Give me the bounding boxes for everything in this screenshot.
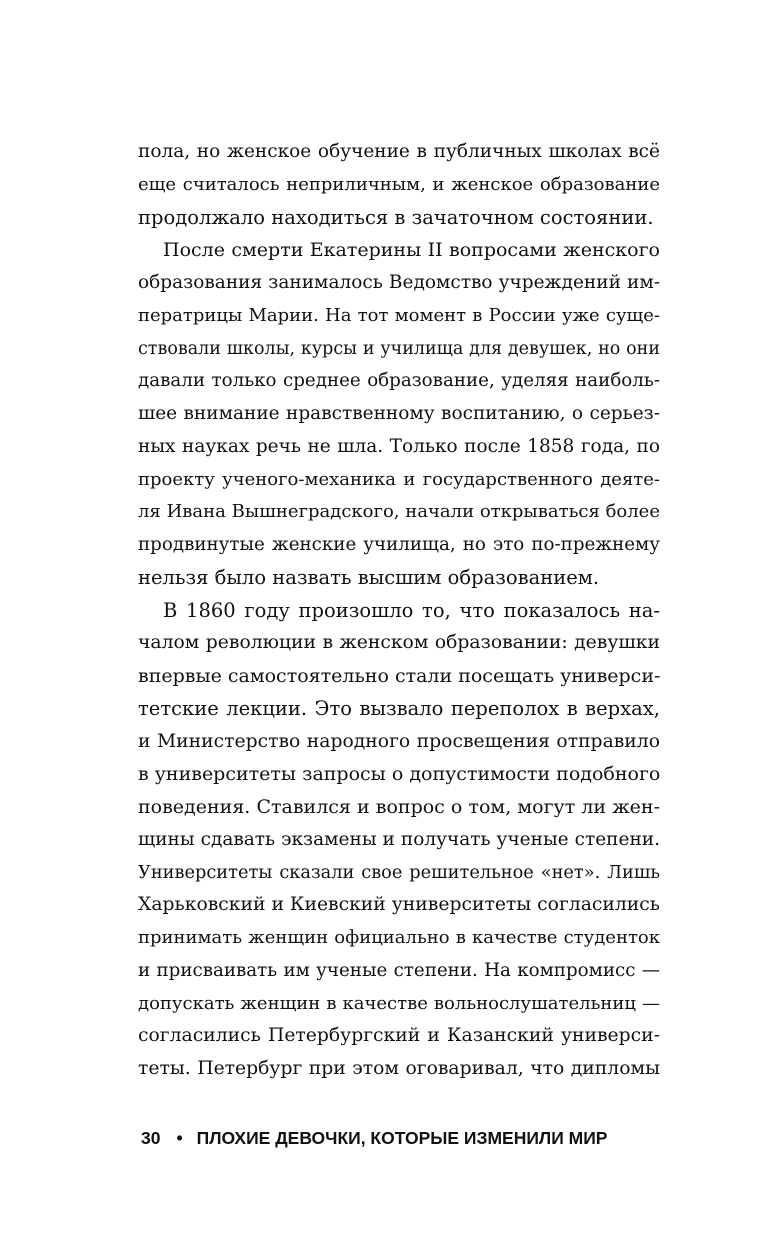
text-line: продвинутые женские училища, но это по-прежнему bbox=[138, 534, 660, 555]
text-line: пола, но женское обучение в публичных школах всё bbox=[138, 141, 660, 162]
text-line: продолжало находиться в зачаточном состоянии. bbox=[138, 205, 654, 229]
text-line: и Министерство народного просвещения отправило bbox=[138, 730, 660, 752]
text-line: щины сдавать экзамены и получать ученые степени. bbox=[138, 828, 660, 850]
text-line: и присваивать им ученые степени. На компромисс — bbox=[138, 959, 660, 981]
running-title: ПЛОХИЕ ДЕВОЧКИ, КОТОРЫЕ ИЗМЕНИЛИ МИР bbox=[196, 1128, 608, 1148]
text-line: еще считалось неприличным, и женское образование bbox=[138, 173, 660, 195]
text-line: Харьковский и Киевский университеты согласились bbox=[138, 894, 660, 916]
text-line: нельзя было назвать высшим образованием. bbox=[138, 565, 600, 589]
text-line: теты. Петербург при этом оговаривал, что дипломы bbox=[138, 1058, 660, 1079]
text-line: ператрицы Марии. На тот момент в России уже суще- bbox=[138, 304, 660, 326]
text-line: образования занималось Ведомство учреждений им- bbox=[138, 272, 660, 293]
text-line: Университеты сказали свое решительное «нет». Лишь bbox=[138, 862, 660, 883]
page-footer bbox=[141, 1121, 661, 1155]
page-number: 30 bbox=[141, 1128, 161, 1148]
paragraph-start-line: В 1860 году произошло то, что показалось на- bbox=[163, 598, 660, 622]
text-line: проекту ученого-механика и государственного деяте- bbox=[138, 468, 660, 490]
text-line: в университеты запросы о допустимости подобного bbox=[138, 763, 661, 786]
text-line: поведения. Ставился и вопрос о том, могут ли жен- bbox=[138, 796, 660, 818]
text-line: впервые самостоятельно стали посещать универси- bbox=[138, 665, 661, 687]
text-line: согласились Петербургский и Казанский универси- bbox=[138, 1025, 660, 1047]
bullet-separator: • bbox=[176, 1128, 183, 1148]
text-line: шее внимание нравственному воспитанию, о серьез- bbox=[138, 403, 660, 424]
text-line: принимать женщин официально в качестве студенток bbox=[138, 927, 660, 948]
text-line: допускать женщин в качестве вольнослушательниц — bbox=[138, 992, 660, 1014]
text-line: ствовали школы, курсы и училища для девушек, но они bbox=[138, 338, 660, 359]
text-line: ных науках речь не шла. Только после 1858 года, по bbox=[138, 435, 660, 457]
text-line: тетские лекции. Это вызвало переполох в верхах, bbox=[138, 696, 660, 720]
text-line: чалом революции в женском образовании: девушки bbox=[138, 632, 660, 654]
paragraph-start-line: После смерти Екатерины II вопросами женского bbox=[163, 239, 660, 262]
text-line: ля Ивана Вышнеградского, начали открываться более bbox=[138, 501, 660, 523]
text-line: давали только среднее образование, уделяя наиболь- bbox=[138, 370, 660, 392]
body-text bbox=[138, 136, 660, 1086]
